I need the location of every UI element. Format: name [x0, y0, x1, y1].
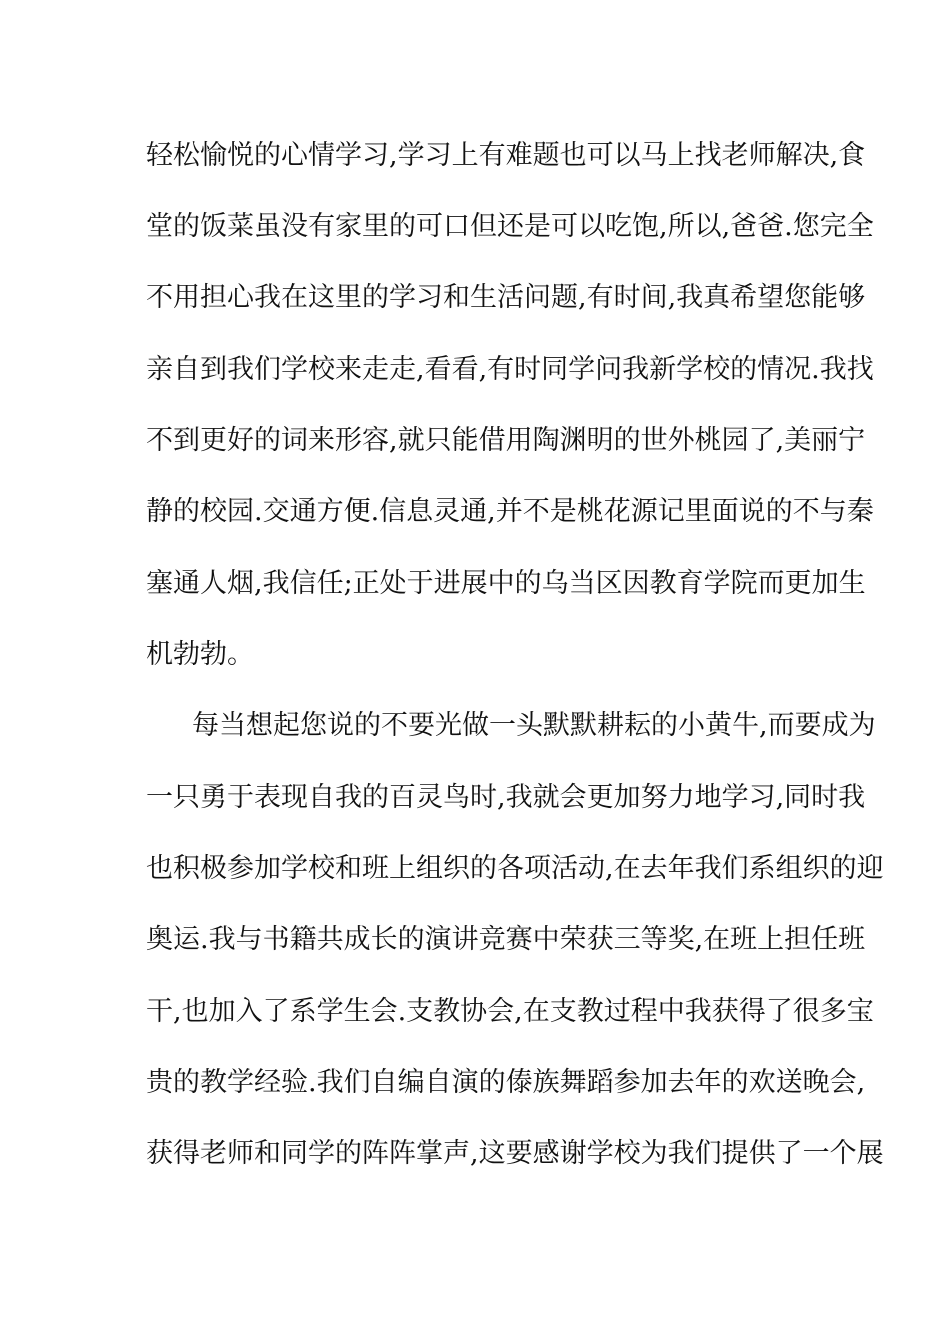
text-line: 奥运.我与书籍共成长的演讲竞赛中荣获三等奖,在班上担任班: [146, 924, 866, 955]
paragraph-start-line: 每当想起您说的不要光做一头默默耕耘的小黄牛,而要成为: [192, 710, 876, 741]
text-line: 一只勇于表现自我的百灵鸟时,我就会更加努力地学习,同时我: [146, 782, 866, 813]
text-line: 静的校园.交通方便.信息灵通,并不是桃花源记里面说的不与秦: [146, 496, 874, 527]
text-line: 不用担心我在这里的学习和生活问题,有时间,我真希望您能够: [146, 282, 866, 313]
text-line: 干,也加入了系学生会.支教协会,在支教过程中我获得了很多宝: [146, 996, 874, 1027]
text-line: 获得老师和同学的阵阵掌声,这要感谢学校为我们提供了一个展: [146, 1138, 884, 1169]
text-line: 塞通人烟,我信任;正处于进展中的乌当区因教育学院而更加生: [146, 568, 866, 599]
text-line: 亲自到我们学校来走走,看看,有时同学问我新学校的情况.我找: [146, 354, 874, 385]
text-line: 轻松愉悦的心情学习,学习上有难题也可以马上找老师解决,食: [146, 140, 866, 171]
text-line: 不到更好的词来形容,就只能借用陶渊明的世外桃园了,美丽宁: [146, 425, 866, 456]
text-line: 机勃勃。: [146, 639, 254, 670]
text-line: 也积极参加学校和班上组织的各项活动,在去年我们系组织的迎: [146, 853, 884, 884]
text-line: 贵的教学经验.我们自编自演的傣族舞蹈参加去年的欢送晚会,: [146, 1067, 866, 1098]
text-line: 堂的饭菜虽没有家里的可口但还是可以吃饱,所以,爸爸.您完全: [146, 211, 874, 242]
